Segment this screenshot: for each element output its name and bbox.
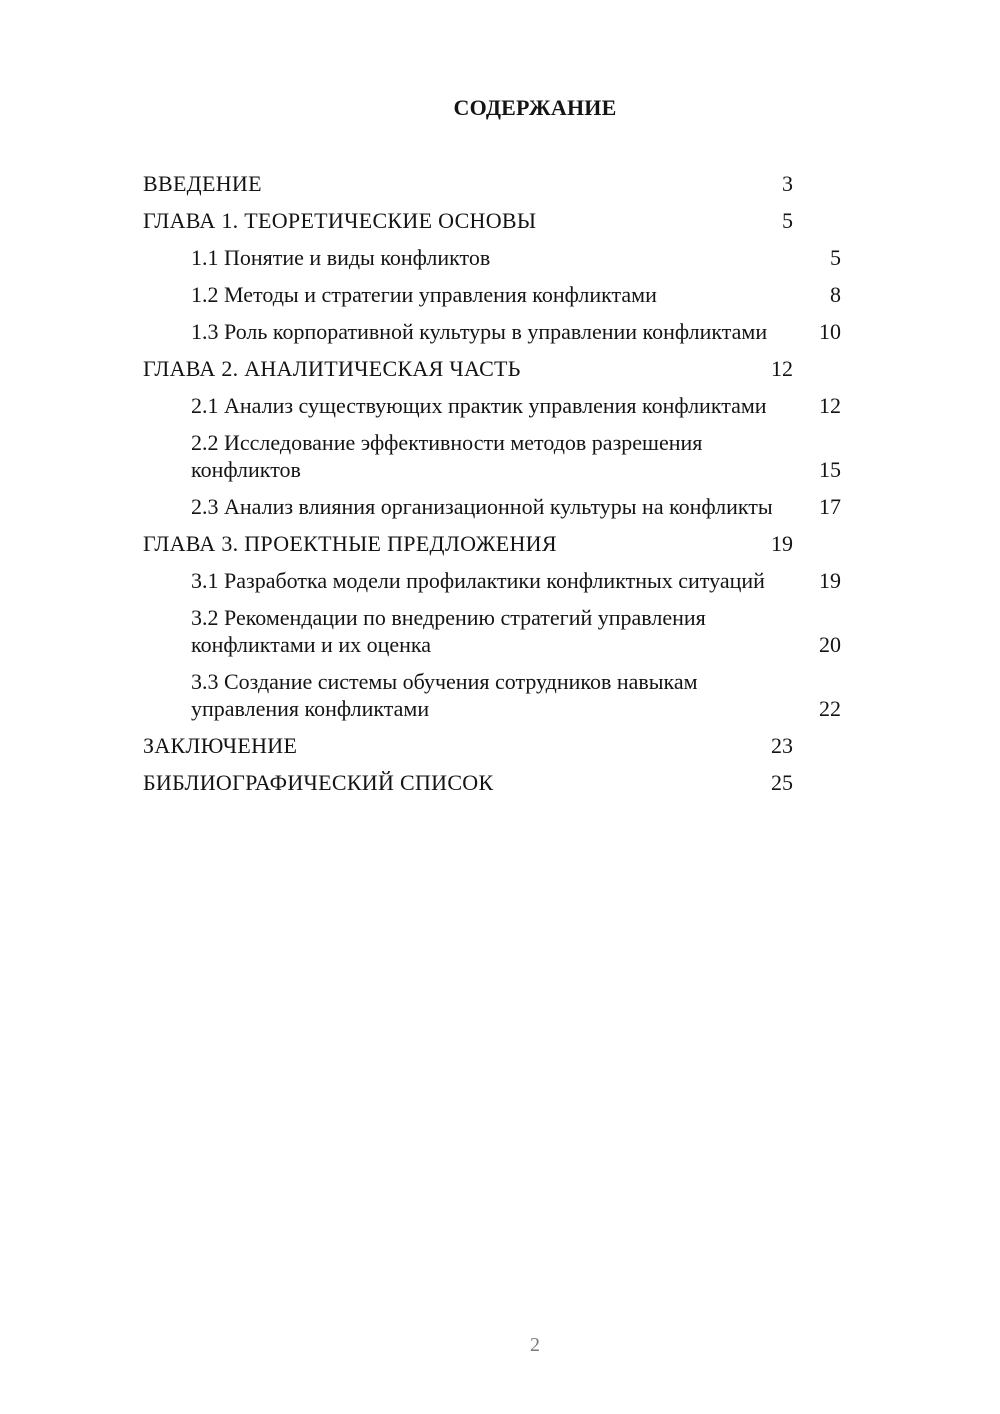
toc-entry-label: 3.1 Разработка модели профилактики конфликтных ситуаций xyxy=(191,568,765,593)
toc-entry-section-1-1[interactable] xyxy=(143,244,918,271)
toc-entry-chapter-2[interactable] xyxy=(143,355,918,382)
toc-entry-introduction[interactable] xyxy=(143,170,918,197)
toc-entry-section-3-2[interactable] xyxy=(143,604,918,658)
toc-entry-label: 3.3 Создание системы обучения сотрудников навыкам управления конфликтами xyxy=(191,669,698,721)
toc-entry-page: 17 xyxy=(819,494,841,519)
toc-entry-page: 5 xyxy=(782,208,793,233)
toc-entry-label: ГЛАВА 3. ПРОЕКТНЫЕ ПРЕДЛОЖЕНИЯ xyxy=(143,531,557,556)
toc-entry-label: ГЛАВА 2. АНАЛИТИЧЕСКАЯ ЧАСТЬ xyxy=(143,356,521,381)
toc-entry-label: ЗАКЛЮЧЕНИЕ xyxy=(143,733,298,758)
toc-entry-chapter-1[interactable] xyxy=(143,207,918,234)
table-of-contents xyxy=(143,170,918,806)
toc-entry-section-2-1[interactable] xyxy=(143,392,918,419)
toc-entry-page: 12 xyxy=(819,393,841,418)
page-number: 2 xyxy=(530,1334,540,1356)
toc-entry-section-2-2[interactable] xyxy=(143,429,918,483)
toc-entry-label: 2.2 Исследование эффективности методов разрешения конфликтов xyxy=(191,430,703,482)
toc-entry-section-2-3[interactable] xyxy=(143,493,918,520)
toc-entry-label: БИБЛИОГРАФИЧЕСКИЙ СПИСОК xyxy=(143,770,494,795)
toc-entry-label: 2.1 Анализ существующих практик управления конфликтами xyxy=(191,393,767,418)
toc-entry-page: 23 xyxy=(771,733,793,758)
toc-entry-page: 19 xyxy=(819,568,841,593)
toc-entry-label: 3.2 Рекомендации по внедрению стратегий управления конфликтами и их оценка xyxy=(191,605,706,657)
toc-entry-page: 20 xyxy=(819,632,841,657)
toc-entry-page: 8 xyxy=(830,282,841,307)
toc-entry-page: 10 xyxy=(819,319,841,344)
toc-entry-page: 3 xyxy=(782,171,793,196)
toc-entry-conclusion[interactable] xyxy=(143,732,918,759)
toc-entry-section-3-3[interactable] xyxy=(143,668,918,722)
toc-entry-page: 15 xyxy=(819,457,841,482)
toc-entry-bibliography[interactable] xyxy=(143,769,918,796)
toc-entry-section-3-1[interactable] xyxy=(143,567,918,594)
toc-entry-section-1-3[interactable] xyxy=(143,318,918,345)
toc-entry-label: ГЛАВА 1. ТЕОРЕТИЧЕСКИЕ ОСНОВЫ xyxy=(143,208,537,233)
toc-entry-section-1-2[interactable] xyxy=(143,281,918,308)
toc-entry-page: 22 xyxy=(819,696,841,721)
toc-entry-label: 1.2 Методы и стратегии управления конфликтами xyxy=(191,282,657,307)
toc-entry-page: 19 xyxy=(771,531,793,556)
toc-entry-label: 2.3 Анализ влияния организационной культуры на конфликты xyxy=(191,494,773,519)
toc-entry-page: 25 xyxy=(771,770,793,795)
toc-entry-page: 12 xyxy=(771,356,793,381)
toc-entry-page: 5 xyxy=(830,245,841,270)
toc-entry-label: 1.3 Роль корпоративной культуры в управлении конфликтами xyxy=(191,319,768,344)
toc-entry-label: 1.1 Понятие и виды конфликтов xyxy=(191,245,491,270)
toc-entry-label: ВВЕДЕНИЕ xyxy=(143,171,262,196)
toc-entry-chapter-3[interactable] xyxy=(143,530,918,557)
page-title: СОДЕРЖАНИЕ xyxy=(453,95,617,120)
